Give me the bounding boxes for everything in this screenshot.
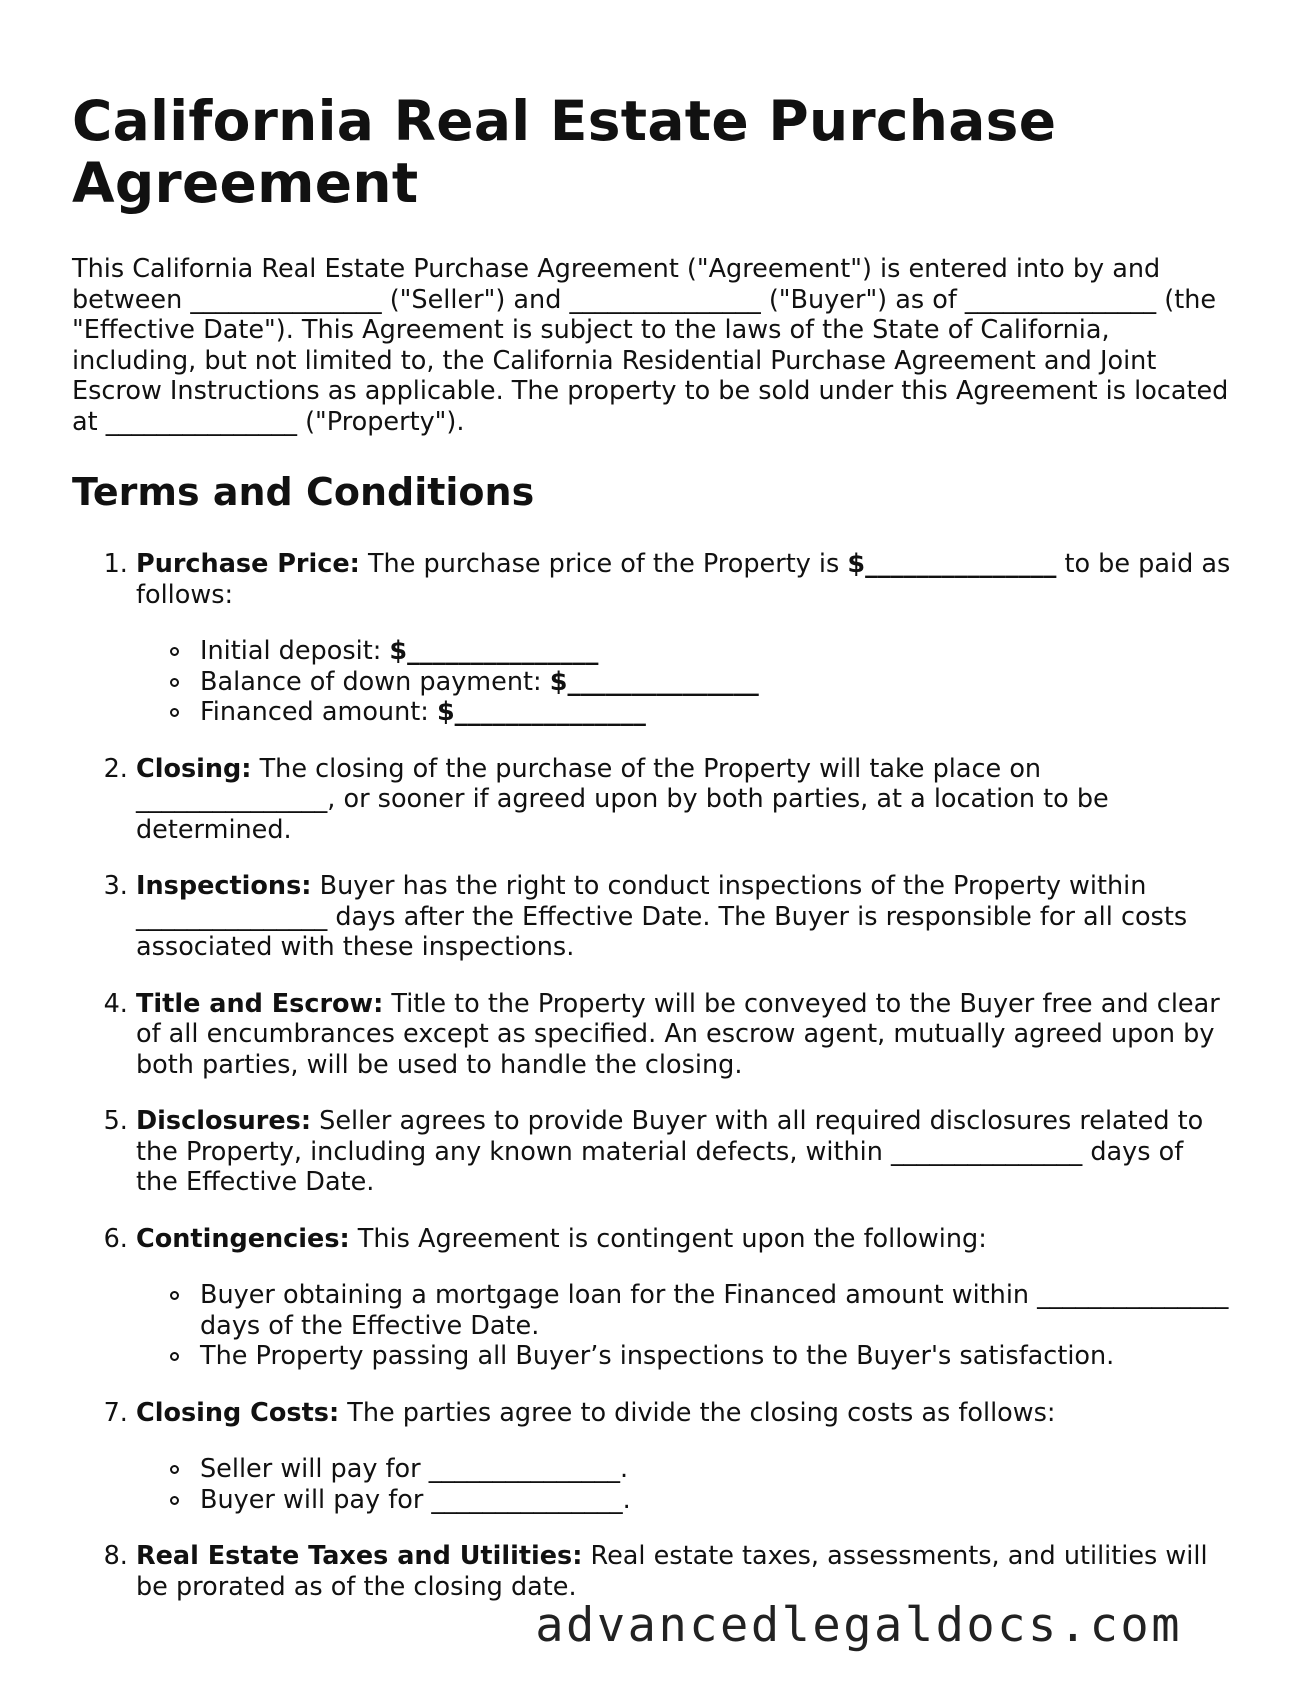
term-heading: Closing Costs:: [136, 1397, 340, 1428]
term-item: [136, 1398, 1232, 1516]
term-text: Title to the Property will be conveyed to the Buyer free and clear of all encumbrances except as specified. An escrow agent, mutually agreed upon by both parties, will be used to handle the closing.: [136, 988, 1220, 1080]
list-item: [200, 1280, 1232, 1341]
subitem-label: Financed amount:: [200, 697, 437, 727]
term-text: The closing of the purchase of the Property will take place on _______________, or sooner if agreed upon by both parties, at a location to be determined.: [136, 753, 1109, 845]
section-title: Terms and Conditions: [72, 470, 535, 514]
list-item: [200, 1454, 1232, 1485]
price-blank: $_______________: [847, 549, 1057, 579]
term-text: Seller agrees to provide Buyer with all required disclosures related to the Property, including any known material defects, within _______________ days of the Effective Date.: [136, 1106, 1204, 1197]
subitem-label: Buyer obtaining a mortgage loan for the Financed amount within _______________ days of the Effective Date.: [200, 1280, 1229, 1341]
closing-costs-sublist: [136, 1454, 1232, 1515]
term-heading: Contingencies:: [136, 1223, 350, 1254]
subitem-label: Buyer will pay for _______________.: [200, 1484, 631, 1515]
list-item: [200, 1341, 1232, 1372]
list-item: [200, 1485, 1232, 1516]
list-item: [200, 667, 1232, 698]
term-heading: Title and Escrow:: [136, 988, 384, 1019]
subitem-label: The Property passing all Buyer’s inspections to the Buyer's satisfaction.: [200, 1341, 1115, 1371]
subitem-blank: $_______________: [549, 666, 759, 697]
term-item: [136, 754, 1232, 846]
term-text-after: to be paid as follows:: [136, 549, 1231, 610]
terms-list: [72, 549, 1232, 1602]
term-item: [136, 871, 1232, 963]
term-heading: Real Estate Taxes and Utilities:: [136, 1541, 583, 1571]
term-text: The purchase price of the Property is: [359, 549, 848, 579]
intro-paragraph: This California Real Estate Purchase Agreement ("Agreement") is entered into by and between _______________ ("Seller") and _______________ ("Buyer") as of _______________ (the "Effective Date"). This Agreement is subject to the laws of the State of California, including, but not limited to, the California Residential Purchase Agreement and Joint Escrow Instructions as applicable. The property to be sold under this Agreement is located at _______________ ("Property").: [72, 254, 1229, 437]
term-heading: Inspections:: [136, 871, 312, 901]
subitem-label: Balance of down payment:: [200, 666, 550, 697]
term-heading: Closing:: [136, 753, 252, 784]
term-heading: Purchase Price:: [136, 549, 360, 579]
watermark: advancedlegaldocs.com: [535, 1598, 1182, 1653]
payment-sublist: [136, 636, 1232, 728]
term-text: This Agreement is contingent upon the following:: [349, 1223, 987, 1254]
subitem-blank: $_______________: [389, 636, 599, 666]
term-item: [136, 549, 1232, 728]
subitem-blank: $_______________: [436, 697, 646, 727]
term-item: [136, 1541, 1232, 1602]
term-heading: Disclosures:: [136, 1106, 312, 1136]
term-text: Real estate taxes, assessments, and utilities will be prorated as of the closing date.: [136, 1541, 1208, 1602]
list-item: [200, 636, 1232, 667]
term-text: Buyer has the right to conduct inspections of the Property within _______________ days after the Effective Date. The Buyer is responsible for all costs associated with these inspections.: [136, 871, 1188, 962]
term-text: The parties agree to divide the closing costs as follows:: [339, 1397, 1056, 1428]
contingency-sublist: [136, 1280, 1232, 1372]
subitem-label: Seller will pay for _______________.: [200, 1454, 629, 1484]
term-item: [136, 1106, 1232, 1198]
term-item: [136, 989, 1232, 1081]
document-title: California Real Estate Purchase Agreement: [72, 89, 1057, 215]
subitem-label: Initial deposit:: [200, 636, 390, 666]
term-item: [136, 1224, 1232, 1372]
document-page: [72, 90, 1232, 1628]
list-item: [200, 697, 1232, 728]
